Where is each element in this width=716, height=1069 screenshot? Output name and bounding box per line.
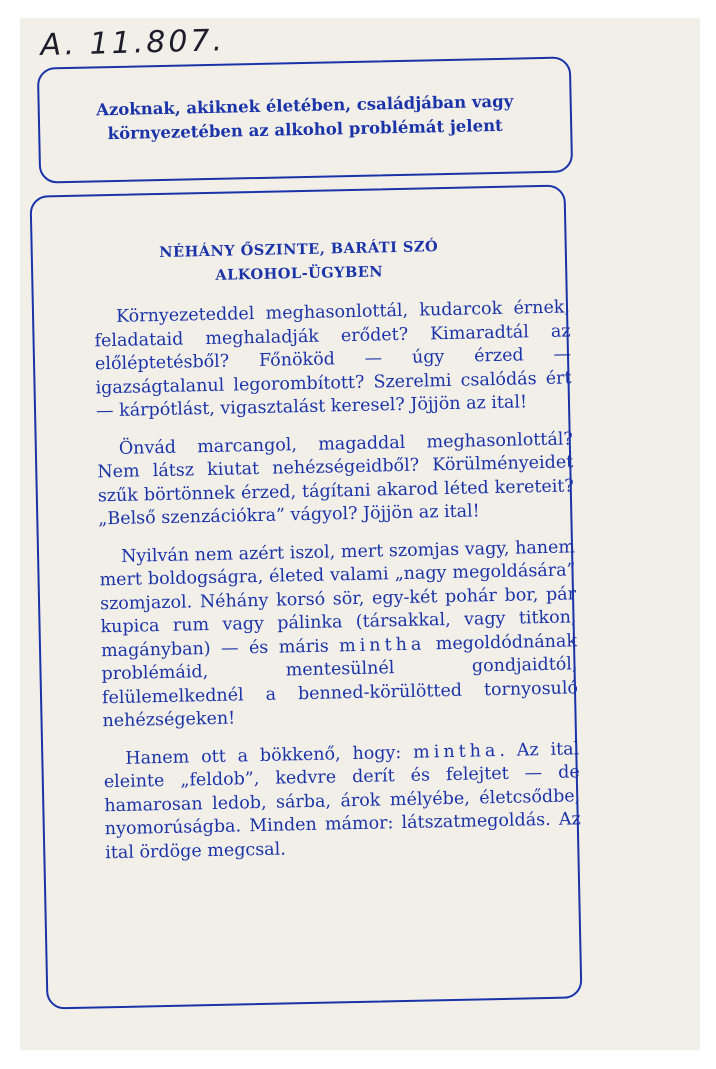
paragraph-4-start: Hanem ott a bökkenő, hogy: [125, 742, 402, 769]
paragraph-2: Önvád marcangol, magaddal meghasonlottál? Nem látsz kiutat nehézségeidből? Körülményeidet szűk börtönnek érzed, tágítani akarod léted kereteit? „Belső szenzációkra” vágyol? Jöjjön az ital! [97, 428, 574, 530]
audience-box [37, 56, 573, 183]
paragraph-3-start: Nyilván nem azért iszol, mert szomjas vagy, hanem mert boldogságra, életed valami „nagy megoldására” szomjazol. Néhány korsó sör, egy-két pohár bor, pár kupica rum vagy pálinka (társakkal, vagy titkon, magányban) — és máris [99, 536, 577, 661]
paragraph-4 [103, 738, 581, 865]
handwritten-inventory-note: A. 11.807. [40, 23, 226, 63]
heading-line-1: NÉHÁNY ŐSZINTE, BARÁTI SZÓ [159, 238, 439, 261]
paragraph-4-end: . Az ital eleinte „feldob”, kedvre derít és felejtet — de hamarosan ledob, sárba, árok mélyébe, életcsődbe, nyomorúságba. Minden mámor: látszatmegoldás. Az ital ördöge megcsal. [103, 738, 581, 863]
paragraph-3-emphasis: mintha [338, 634, 426, 656]
paragraph-3 [99, 536, 579, 734]
paragraph-3-end: megoldódnának problémáid, mentesülnél gondjaidtól, felülemelkednél a benned-körülötted tornyosuló nehézségeken! [101, 630, 579, 732]
main-heading [33, 233, 566, 292]
paragraph-1: Környezeteddel meghasonlottál, kudarcok érnek, feladataid meghaladják erődet? Kimaradtál az előléptetésből? Főnököd — úgy érzed — igazságtalanul legorombított? Szerelmi csalódás ért — kárpótlást, vigasztalást keresel? Jöjjön az ital! [94, 297, 572, 422]
main-text-box [30, 184, 583, 1009]
audience-line-1: Azoknak, akiknek életében, családjában vagy [95, 91, 514, 120]
paragraph-4-emphasis: mintha [412, 740, 500, 763]
main-body [94, 296, 582, 879]
heading-line-2: ALKOHOL-ÜGYBEN [215, 263, 384, 284]
audience-line-2: környezetében az alkohol problémát jelent [107, 115, 503, 144]
audience-text [40, 88, 571, 147]
